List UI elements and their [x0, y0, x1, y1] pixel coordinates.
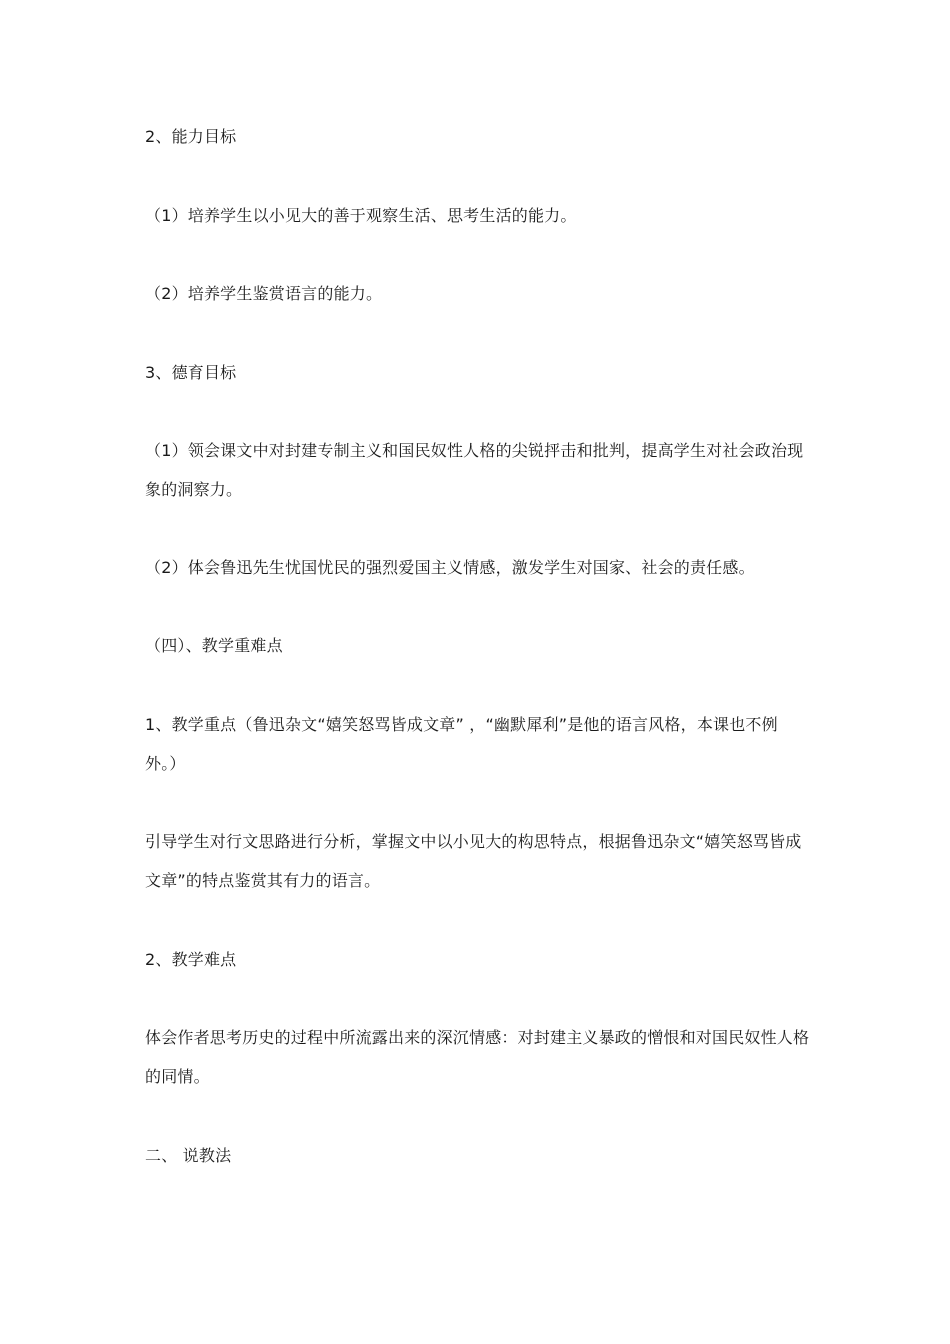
- heading-moral-goals: 3、德育目标: [145, 363, 237, 382]
- difficult-point-heading: 2、教学难点: [145, 950, 237, 969]
- heading-key-difficult-points: （四）、教学重难点: [145, 636, 283, 655]
- heading-teaching-method: 二、 说教法: [145, 1146, 232, 1165]
- ability-goal-2: （2）培养学生鉴赏语言的能力。: [145, 284, 383, 303]
- heading-ability-goals: 2、能力目标: [145, 127, 237, 146]
- difficult-point-text: 体会作者思考历史的过程中所流露出来的深沉情感：对封建主义暴政的憎恨和对国民奴性人格的同情。: [145, 1028, 810, 1086]
- key-point-text: 引导学生对行文思路进行分析，掌握文中以小见大的构思特点，根据鲁迅杂文“嬉笑怒骂皆成文章”的特点鉴赏其有力的语言。: [145, 832, 802, 890]
- ability-goal-1: （1）培养学生以小见大的善于观察生活、思考生活的能力。: [145, 206, 577, 225]
- moral-goal-1: （1）领会课文中对封建专制主义和国民奴性人格的尖锐抨击和批判，提高学生对社会政治现象的洞察力。: [145, 441, 804, 499]
- key-point-heading: 1、教学重点（鲁迅杂文“嬉笑怒骂皆成文章” ，“幽默犀利”是他的语言风格，本课也不例外。）: [145, 715, 778, 773]
- moral-goal-2: （2）体会鲁迅先生忧国忧民的强烈爱国主义情感，激发学生对国家、社会的责任感。: [145, 558, 755, 577]
